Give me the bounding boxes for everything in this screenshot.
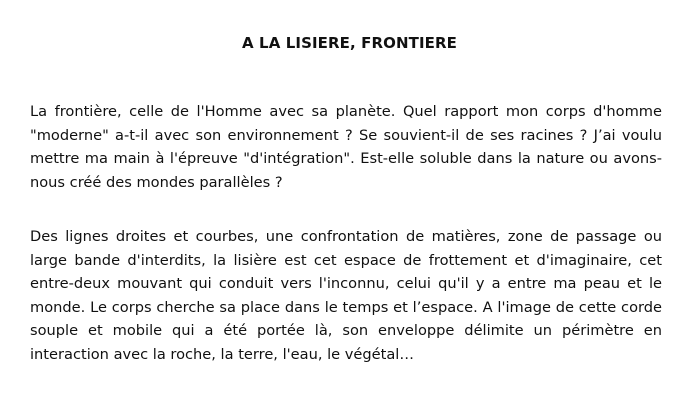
- document-title: A LA LISIERE, FRONTIERE: [242, 34, 457, 52]
- paragraph-lisiere: Des lignes droites et courbes, une confrontation de matières, zone de passage ou large bande d'interdits, la lisière est cet espace de frottement et d'imaginaire, cet entre-deux mouvant qui conduit vers l'inconnu, celui qu'il y a entre ma peau et le monde. Le corps cherche sa place dans le temps et l’espace. A l'image de cette corde souple et mobile qui a été portée là, son enveloppe délimite un périmètre en interaction avec la roche, la terre, l'eau, le végétal…: [30, 228, 662, 363]
- paragraph-frontiere: La frontière, celle de l'Homme avec sa planète. Quel rapport mon corps d'homme "moderne" a-t-il avec son environnement ? Se souvient-il de ses racines ? J’ai voulu mettre ma main à l'épreuve "d'intégration". Est-elle soluble dans la nature ou avons-nous créé des mondes parallèles ?: [30, 103, 662, 191]
